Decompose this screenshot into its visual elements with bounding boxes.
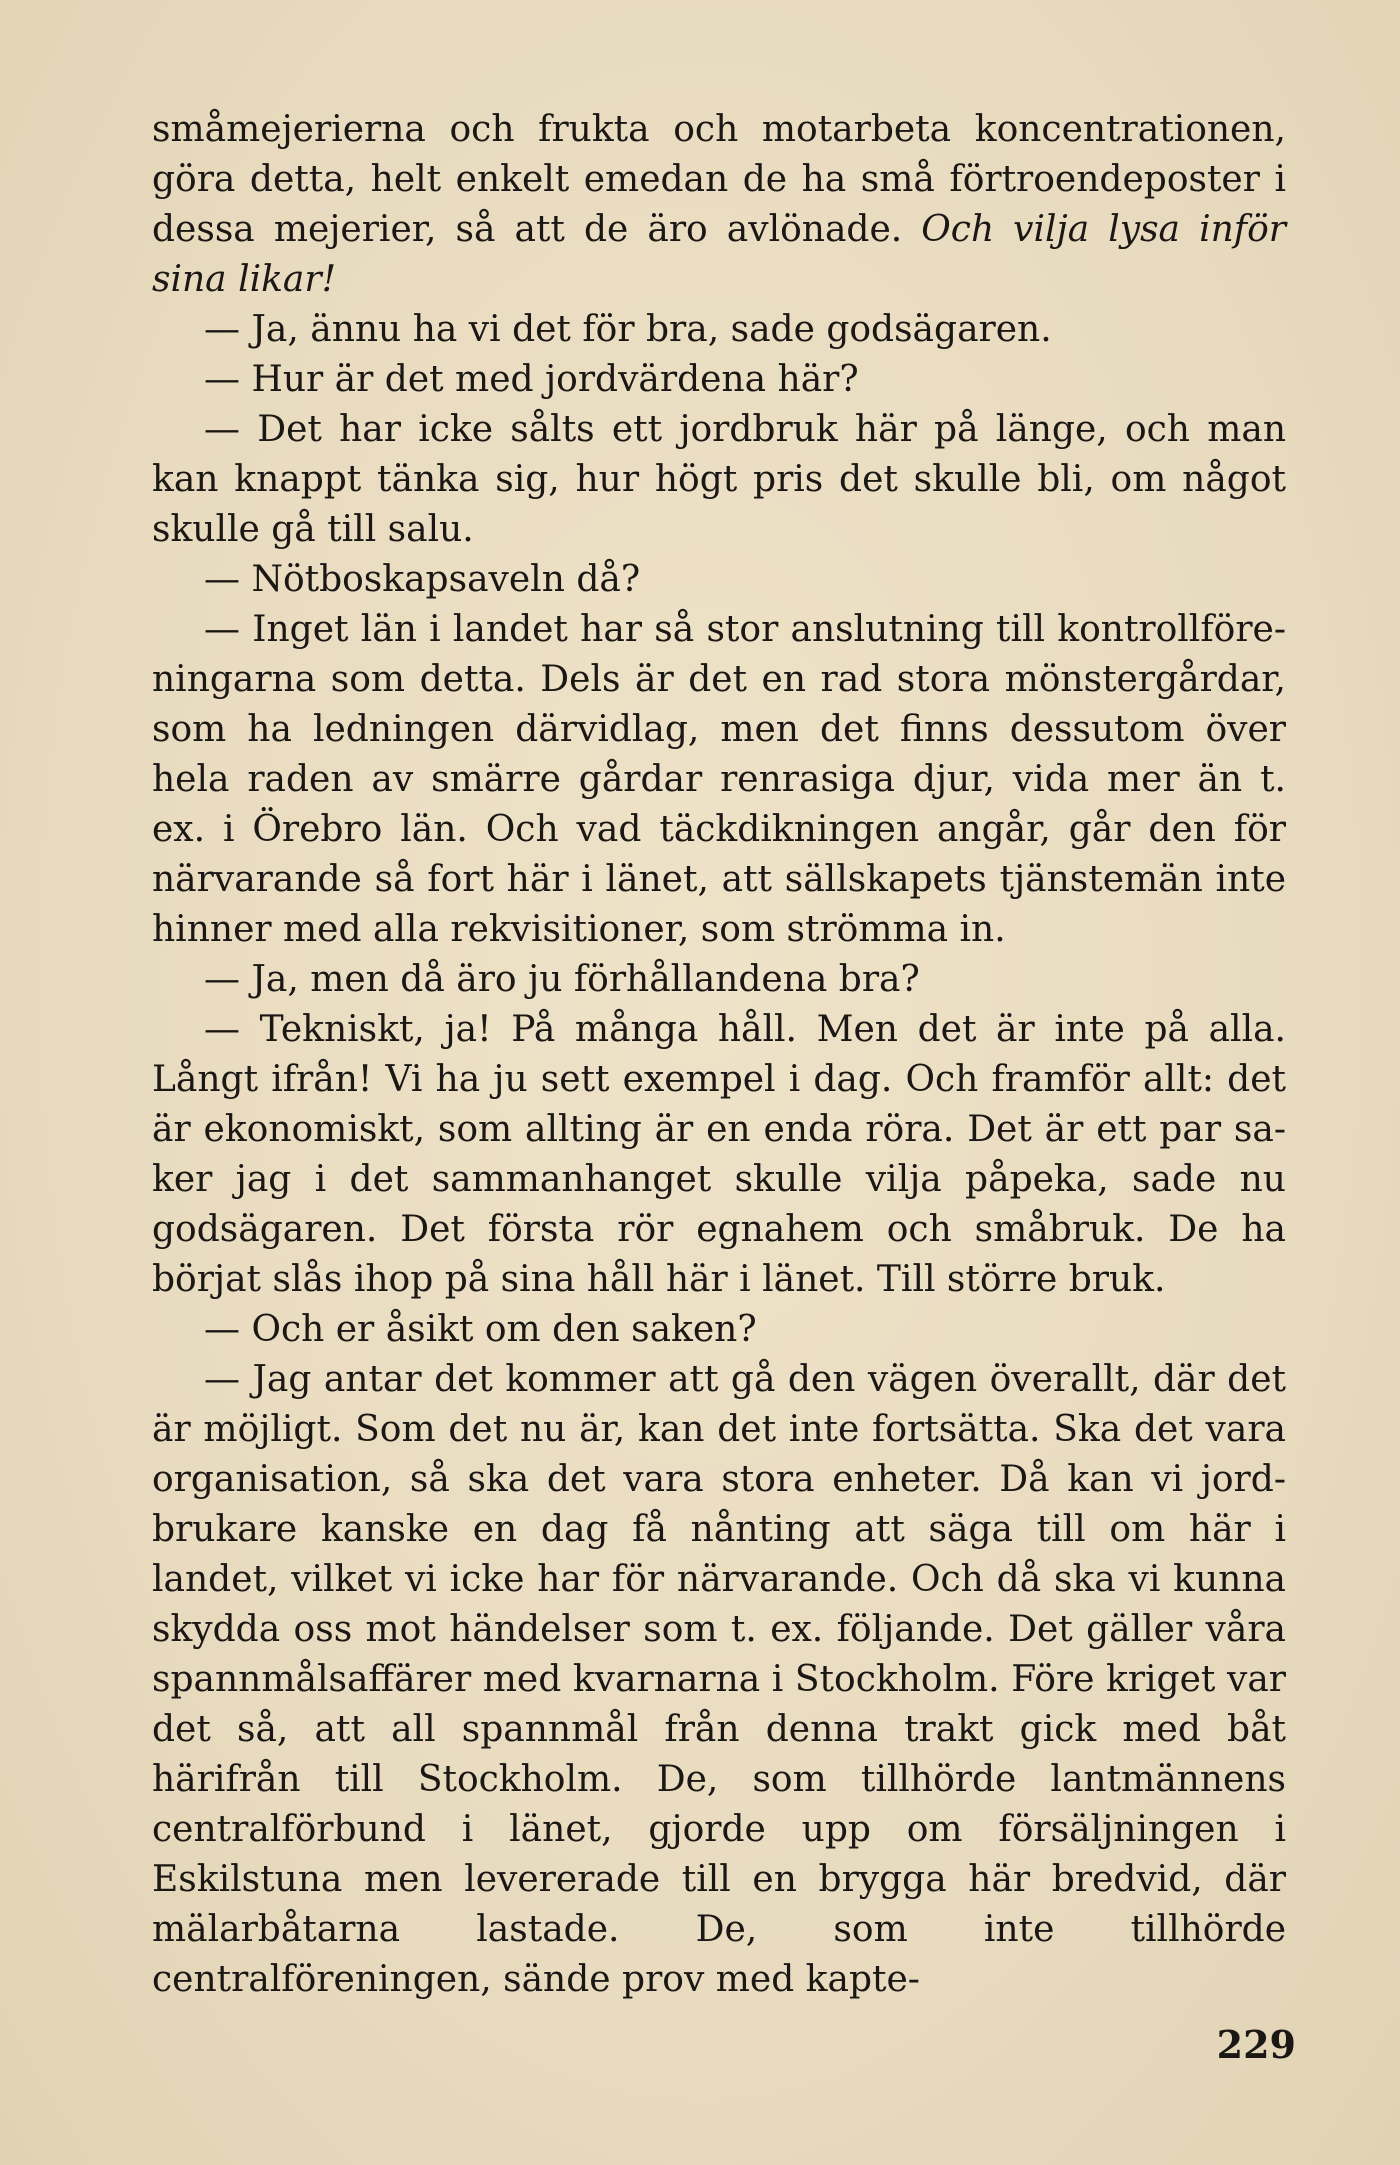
paragraph-7: — Ja, men då äro ju förhållandena bra? (204, 959, 920, 1000)
paragraph-5: — Nötboskapsaveln då? (204, 559, 641, 600)
paragraph-10: — Jag antar det kommer att gå den vägen överallt, där det är möjligt. Som det nu är, kan det inte fortsätta. Ska det vara organisation, så ska det vara stora enheter. Då kan vi jordbrukare kanske en dag få nånting att säga till om här i landet, vilket vi icke har för närvarande. Och då ska vi kunna skydda oss mot händelser som t. ex. följande. Det gäller våra spannmålsaffärer med kvarnarna i Stockholm. Före kriget var det så, att all spannmål från denna trakt gick med båt härifrån till Stockholm. De, som tillhörde lantmännens centralförbund i länet, gjorde upp om försäljningen i Eskilstuna men levererade till en brygga här bredvid, där mälarbåtarna lastade. De, som inte tillhörde centralföreningen, sände prov med kapte- (152, 1359, 1286, 2000)
paragraph-8: — Tekniskt, ja! På många håll. Men det är inte på alla. Långt ifrån! Vi ha ju sett exempel i dag. Och framför allt: det är ekonomiskt, som allting är en enda röra. Det är ett par saker jag i det sammanhanget skulle vilja påpeka, sade nu godsägaren. Det första rör egnahem och småbruk. De ha börjat slås ihop på sina håll här i länet. Till större bruk. (152, 1009, 1286, 1300)
paragraph-1-text: småmejerierna och frukta och motarbeta koncentrationen, göra detta, helt enkelt emedan de ha små förtroendeposter i dessa mejerier, så att de äro avlönade. (152, 109, 1286, 250)
paragraph-9: — Och er åsikt om den saken? (204, 1309, 757, 1350)
paragraph-4: — Det har icke sålts ett jordbruk här på länge, och man kan knappt tänka sig, hur högt pris det skulle bli, om något skulle gå till salu. (152, 409, 1286, 550)
paragraph-2: — Ja, ännu ha vi det för bra, sade godsägaren. (204, 309, 1052, 350)
paragraph-6: — Inget län i landet har så stor anslutning till kontrollföreningarna som detta. Dels är det en rad stora mönstergårdar, som ha ledningen därvidlag, men det finns dessutom över hela raden av smärre gårdar renrasiga djur, vida mer än t. ex. i Örebro län. Och vad täckdikningen angår, går den för närvarande så fort här i länet, att sällskapets tjänstemän inte hinner med alla rekvisitioner, som strömma in. (152, 609, 1286, 950)
paragraph-1 (152, 105, 1286, 305)
paragraph-1-italic: Och vilja lysa inför sina likar! (152, 209, 1286, 300)
body-text (152, 105, 1286, 2005)
page-number: 229 (1216, 2022, 1296, 2067)
paragraph-3: — Hur är det med jordvärdena här? (204, 359, 859, 400)
